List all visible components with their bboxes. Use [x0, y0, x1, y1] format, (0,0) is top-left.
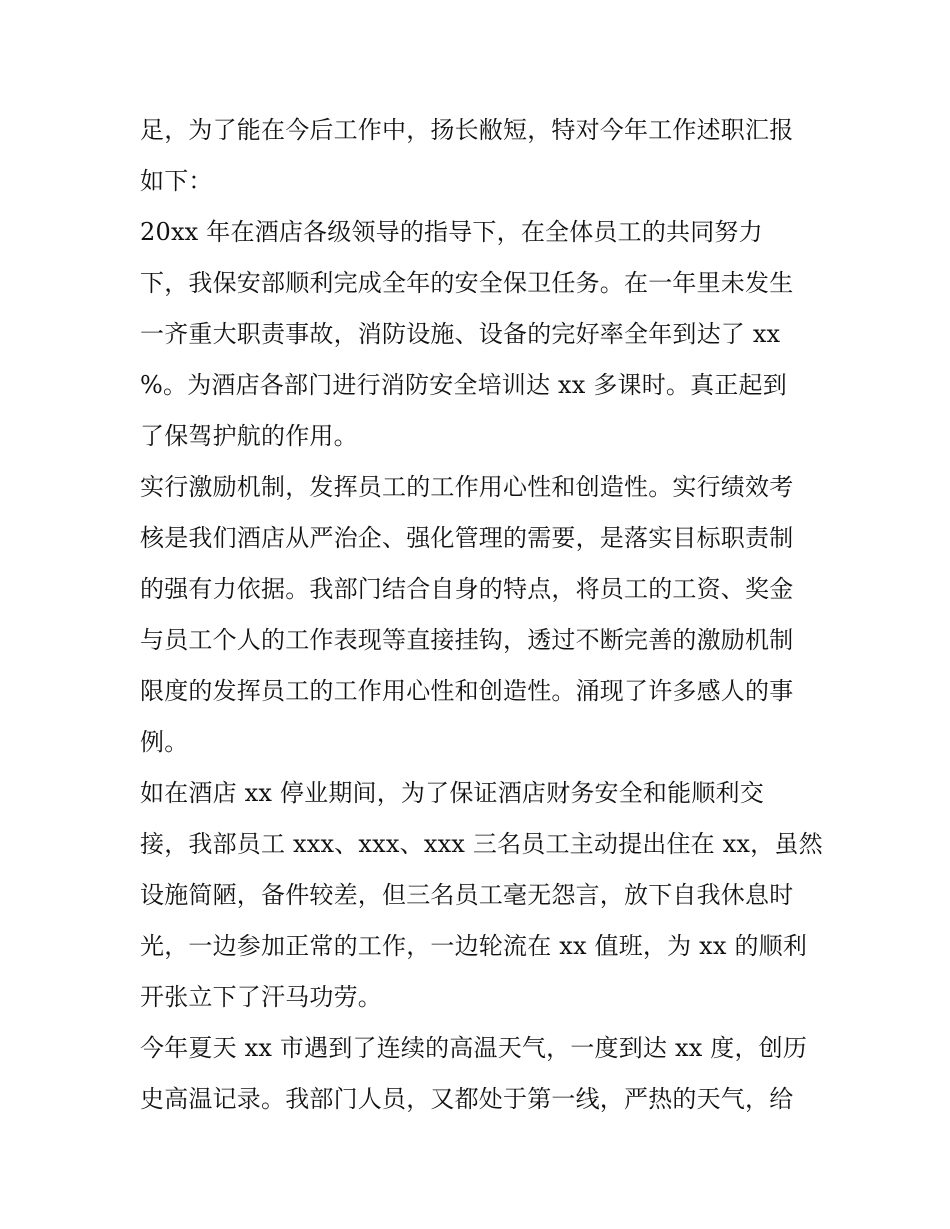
text-line: 史高温记录。我部门人员，又都处于第一线，严热的天气，给	[140, 1085, 794, 1113]
text-line: %。为酒店各部门进行消防安全培训达 xx 多课时。真正起到	[140, 371, 787, 399]
text-line: 实行激励机制，发挥员工的工作用心性和创造性。实行绩效考	[140, 473, 794, 501]
text-line: 如下：	[140, 167, 213, 195]
text-line: 限度的发挥员工的工作用心性和创造性。涌现了许多感人的事	[140, 677, 794, 705]
text-line: 光，一边参加正常的工作，一边轮流在 xx 值班，为 xx 的顺利	[140, 932, 808, 960]
text-line: 的强有力依据。我部门结合自身的特点，将员工的工资、奖金	[140, 575, 794, 603]
text-line: 了保驾护航的作用。	[140, 422, 358, 450]
text-line: 核是我们酒店从严治企、强化管理的需要，是落实目标职责制	[140, 524, 794, 552]
text-line: 下，我保安部顺利完成全年的安全保卫任务。在一年里未发生	[140, 269, 794, 297]
text-line: 开张立下了汗马功劳。	[140, 983, 382, 1011]
text-line: 20xx 年在酒店各级领导的指导下，在全体员工的共同努力	[140, 218, 763, 246]
text-line: 例。	[140, 728, 189, 756]
text-line: 如在酒店 xx 停业期间，为了保证酒店财务安全和能顺利交	[140, 779, 764, 807]
text-line: 与员工个人的工作表现等直接挂钩，透过不断完善的激励机制	[140, 626, 794, 654]
text-line: 一齐重大职责事故，消防设施、设备的完好率全年到达了 xx	[140, 320, 781, 348]
text-line: 接，我部员工 xxx、xxx、xxx 三名员工主动提出住在 xx，虽然	[140, 830, 823, 858]
text-line: 设施简陋，备件较差，但三名员工毫无怨言，放下自我休息时	[140, 881, 794, 909]
text-line: 足，为了能在今后工作中，扬长敝短，特对今年工作述职汇报	[140, 116, 794, 144]
text-line: 今年夏天 xx 市遇到了连续的高温天气，一度到达 xx 度，创历	[140, 1034, 808, 1062]
